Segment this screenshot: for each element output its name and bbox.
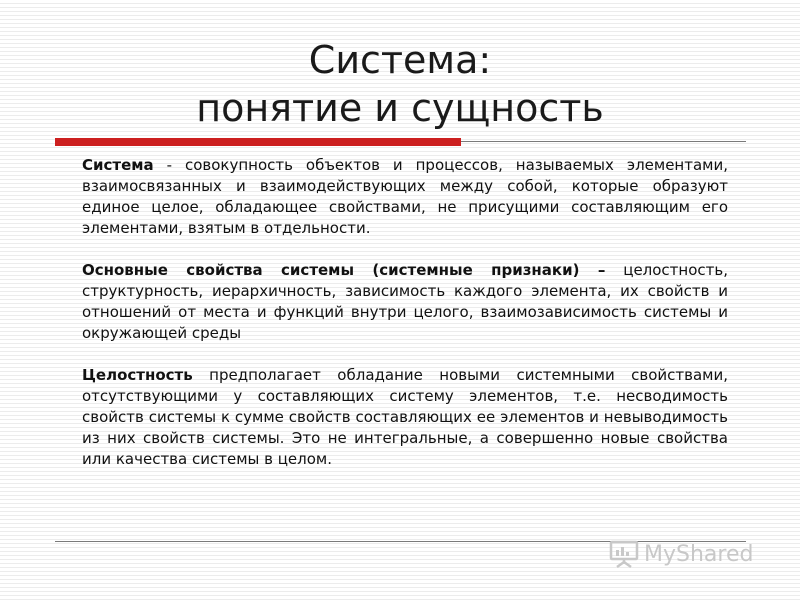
watermark-logo <box>608 538 753 570</box>
title-line-2: понятие и сущность <box>196 86 604 130</box>
paragraph-term: Основные свойства системы (системные признаки) – <box>82 261 606 279</box>
paragraph-term: Система <box>82 156 154 174</box>
accent-bar <box>55 138 461 146</box>
paragraph-text: - совокупность объектов и процессов, называемых элементами, взаимосвязанных и взаимодействующих между собой, которые образуют единое целое, обладающее свойствами, не присущими составляющим его элементами, взятым в отдельности. <box>82 156 728 237</box>
slide-body <box>82 155 728 470</box>
integrity-paragraph <box>82 365 728 470</box>
definition-paragraph <box>82 155 728 239</box>
watermark-text: MyShared <box>644 541 754 567</box>
paragraph-term: Целостность <box>82 366 193 384</box>
title-divider <box>461 141 746 142</box>
properties-paragraph <box>82 260 728 344</box>
title-line-1: Система: <box>308 38 492 82</box>
presentation-board-icon <box>608 538 640 570</box>
slide-title <box>0 36 800 132</box>
paragraph-text: целостность, структурность, иерархичность, зависимость каждого элемента, их свойств и отношений от места и функций внутри целого, взаимозависимость системы и окружающей среды <box>82 261 728 342</box>
paragraph-text: предполагает обладание новыми системными свойствами, отсутствующими у составляющих систему элементов, т.е. несводимость свойств системы к сумме свойств составляющих ее элементов и невыводимость из них свойств системы. Это не интегральные, а совершенно новые свойства или качества системы в целом. <box>82 366 728 468</box>
